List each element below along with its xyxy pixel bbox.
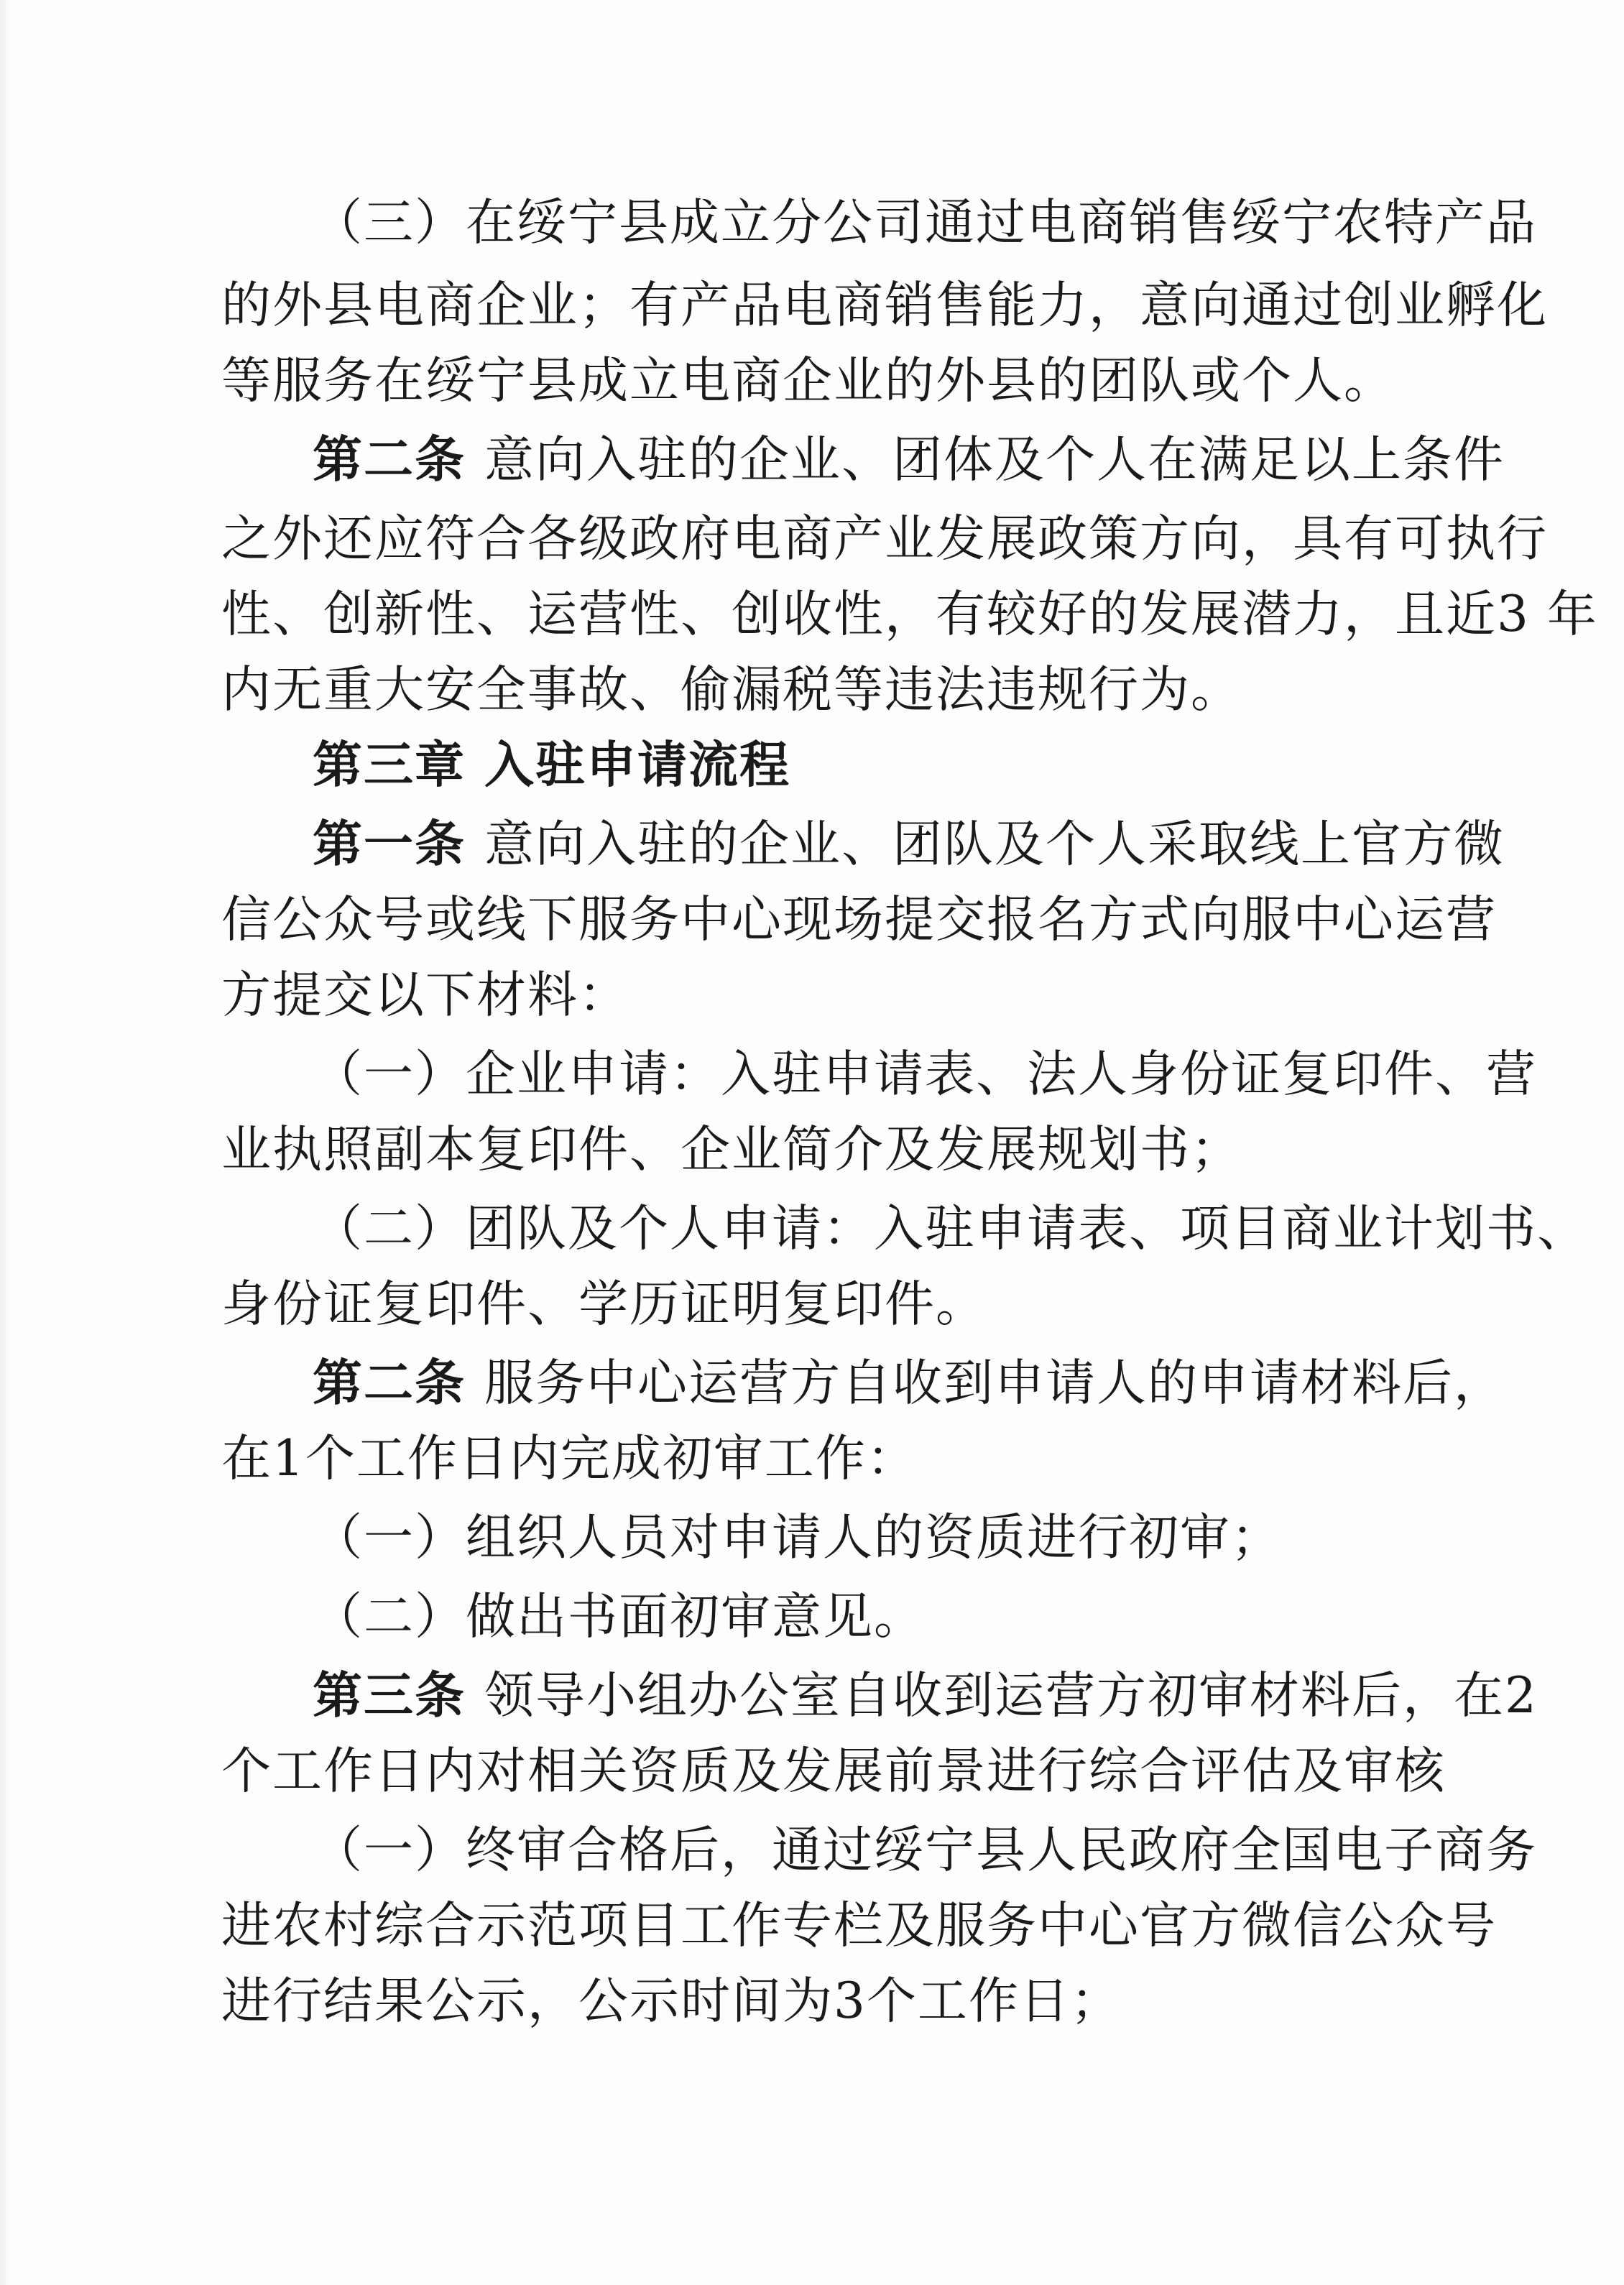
- paragraph-line: [221, 1419, 918, 1498]
- paragraph-line: [221, 956, 629, 1035]
- article-line: [313, 420, 1505, 499]
- line-text: 性、创新性、运营性、创收性，有较好的发展潜力，且近3 年: [221, 586, 1598, 643]
- article-label: 第二条: [313, 1354, 466, 1412]
- line-text: 个工作日内对相关资质及发展前景进行综合评估及审核: [221, 1742, 1446, 1800]
- chapter-label: 第三章: [313, 737, 466, 794]
- line-text: 方提交以下材料：: [221, 966, 629, 1024]
- article-line: [313, 805, 1505, 884]
- paragraph-line: [221, 341, 1395, 420]
- paragraph-line: [221, 1732, 1446, 1811]
- line-text: （二）团队及个人申请：入驻申请表、项目商业计划书、: [313, 1200, 1588, 1257]
- line-text: （三）在绥宁县成立分公司通过电商销售绥宁农特产品: [313, 194, 1537, 251]
- item-line: [313, 1189, 1588, 1268]
- chapter-heading: [313, 726, 809, 805]
- line-text: （一）组织人员对申请人的资质进行初审；: [313, 1509, 1282, 1566]
- item-line: [313, 1035, 1537, 1114]
- line-text: 服务中心运营方自收到申请人的申请材料后，: [484, 1354, 1505, 1412]
- item-line: [313, 1498, 1282, 1577]
- paragraph-line: [221, 575, 1598, 654]
- paragraph-line: [221, 1265, 987, 1344]
- paragraph-line: [221, 1962, 1122, 2041]
- paragraph-line: [313, 183, 1537, 262]
- article-line: [313, 1344, 1505, 1423]
- line-text: 身份证复印件、学历证明复印件。: [221, 1275, 987, 1333]
- item-line: [313, 1811, 1537, 1890]
- article-line: [313, 1656, 1538, 1735]
- line-text: （一）终审合格后，通过绥宁县人民政府全国电子商务: [313, 1822, 1537, 1879]
- line-text: 领导小组办公室自收到运营方初审材料后，在2: [484, 1667, 1538, 1725]
- chapter-title: 入驻申请流程: [484, 737, 790, 794]
- item-line: [313, 1577, 925, 1656]
- line-text: 信公众号或线下服务中心现场提交报名方式向服中心运营: [221, 891, 1497, 948]
- paragraph-line: [221, 650, 1242, 729]
- line-text: 进农村综合示范项目工作专栏及服务中心官方微信公众号: [221, 1897, 1497, 1954]
- paragraph-line: [221, 1110, 1242, 1189]
- article-label: 第一条: [313, 816, 466, 873]
- line-text: 等服务在绥宁县成立电商企业的外县的团队或个人。: [221, 352, 1395, 410]
- paragraph-line: [221, 499, 1548, 578]
- line-text: 意向入驻的企业、团队及个人采取线上官方微: [484, 816, 1505, 873]
- line-text: （二）做出书面初审意见。: [313, 1588, 925, 1645]
- line-text: （一）企业申请：入驻申请表、法人身份证复印件、营: [313, 1045, 1537, 1103]
- paragraph-line: [221, 880, 1497, 959]
- article-label: 第二条: [313, 431, 466, 489]
- line-text: 之外还应符合各级政府电商产业发展政策方向，具有可执行: [221, 510, 1548, 568]
- scan-edge-shadow: [0, 0, 10, 2285]
- article-label: 第三条: [313, 1667, 466, 1725]
- line-text: 的外县电商企业；有产品电商销售能力，意向通过创业孵化: [221, 277, 1548, 334]
- paragraph-line: [221, 1886, 1497, 1965]
- line-text: 进行结果公示，公示时间为3个工作日；: [221, 1972, 1122, 2030]
- line-text: 业执照副本复印件、企业简介及发展规划书；: [221, 1121, 1242, 1178]
- line-text: 意向入驻的企业、团体及个人在满足以上条件: [484, 431, 1505, 489]
- line-text: 内无重大安全事故、偷漏税等违法违规行为。: [221, 661, 1242, 719]
- line-text: 在1个工作日内完成初审工作：: [221, 1430, 918, 1487]
- paragraph-line: [221, 266, 1548, 345]
